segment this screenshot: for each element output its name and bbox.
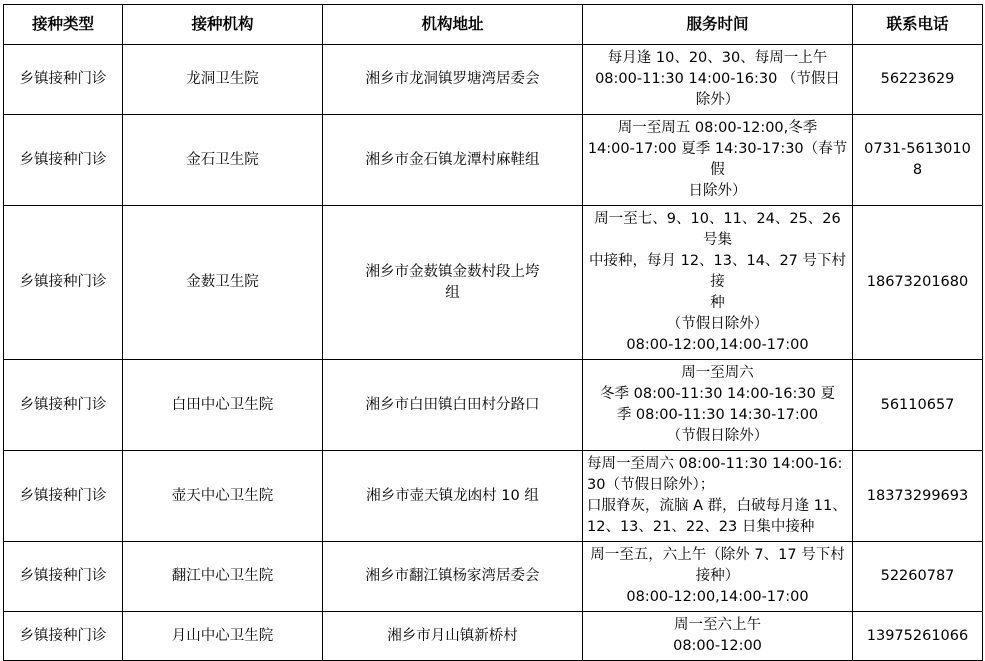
cell-service-hours: 每周一至周六 08:00-11:30 14:00-16: 30（节假日除外）； 口服脊灰，流脑 A 群，白破每月逢 11、 12、13、21、22、23 日集中接种 xyxy=(583,451,853,542)
cell-phone: 0731-5613010 8 xyxy=(853,115,983,206)
cell-address: 湘乡市金薮镇金薮村段上垮 组 xyxy=(323,206,583,360)
cell-phone: 56223629 xyxy=(853,45,983,115)
cell-address: 湘乡市翻江镇杨家湾居委会 xyxy=(323,542,583,612)
cell-vaccination-type: 乡镇接种门诊 xyxy=(4,612,123,661)
cell-address: 湘乡市龙洞镇罗塘湾居委会 xyxy=(323,45,583,115)
cell-phone: 18373299693 xyxy=(853,451,983,542)
cell-phone: 13975261066 xyxy=(853,612,983,661)
table-row xyxy=(4,206,983,360)
table-row xyxy=(4,360,983,451)
cell-address: 湘乡市月山镇新桥村 xyxy=(323,612,583,661)
cell-organization: 金石卫生院 xyxy=(123,115,323,206)
cell-organization: 翻江中心卫生院 xyxy=(123,542,323,612)
column-header-organization: 接种机构 xyxy=(123,5,323,45)
cell-phone: 56110657 xyxy=(853,360,983,451)
cell-organization: 龙洞卫生院 xyxy=(123,45,323,115)
cell-vaccination-type: 乡镇接种门诊 xyxy=(4,542,123,612)
table-header-row xyxy=(4,5,983,45)
cell-organization: 月山中心卫生院 xyxy=(123,612,323,661)
table-header xyxy=(4,5,983,45)
table-row xyxy=(4,451,983,542)
table-row xyxy=(4,542,983,612)
column-header-type: 接种类型 xyxy=(4,5,123,45)
cell-service-hours: 周一至周六 冬季 08:00-11:30 14:00-16:30 夏 季 08:00-11:30 14:30-17:00 （节假日除外） xyxy=(583,360,853,451)
cell-service-hours: 周一至六上午 08:00-12:00 xyxy=(583,612,853,661)
cell-vaccination-type: 乡镇接种门诊 xyxy=(4,115,123,206)
column-header-service-hours: 服务时间 xyxy=(583,5,853,45)
cell-organization: 壶天中心卫生院 xyxy=(123,451,323,542)
column-header-address: 机构地址 xyxy=(323,5,583,45)
cell-address: 湘乡市金石镇龙潭村麻鞋组 xyxy=(323,115,583,206)
cell-service-hours: 周一至七、9、10、11、24、25、26 号集 中接种，每月 12、13、14、27 号下村接 种 （节假日除外） 08:00-12:00,14:00-17:00 xyxy=(583,206,853,360)
cell-organization: 白田中心卫生院 xyxy=(123,360,323,451)
cell-service-hours: 周一至周五 08:00-12:00,冬季 14:00-17:00 夏季 14:30-17:30（春节假 日除外） xyxy=(583,115,853,206)
cell-phone: 18673201680 xyxy=(853,206,983,360)
table-row xyxy=(4,115,983,206)
cell-service-hours: 周一至五，六上午（除外 7、17 号下村 接种） 08:00-12:00,14:00-17:00 xyxy=(583,542,853,612)
cell-phone: 52260787 xyxy=(853,542,983,612)
table-row xyxy=(4,45,983,115)
table-body xyxy=(4,45,983,661)
cell-address: 湘乡市壶天镇龙凼村 10 组 xyxy=(323,451,583,542)
vaccination-clinic-table xyxy=(3,4,983,661)
cell-vaccination-type: 乡镇接种门诊 xyxy=(4,451,123,542)
cell-vaccination-type: 乡镇接种门诊 xyxy=(4,45,123,115)
cell-address: 湘乡市白田镇白田村分路口 xyxy=(323,360,583,451)
cell-vaccination-type: 乡镇接种门诊 xyxy=(4,206,123,360)
table-row xyxy=(4,612,983,661)
cell-organization: 金薮卫生院 xyxy=(123,206,323,360)
cell-vaccination-type: 乡镇接种门诊 xyxy=(4,360,123,451)
cell-service-hours: 每月逢 10、20、30、每周一上午 08:00-11:30 14:00-16:30 （节假日 除外） xyxy=(583,45,853,115)
column-header-phone: 联系电话 xyxy=(853,5,983,45)
